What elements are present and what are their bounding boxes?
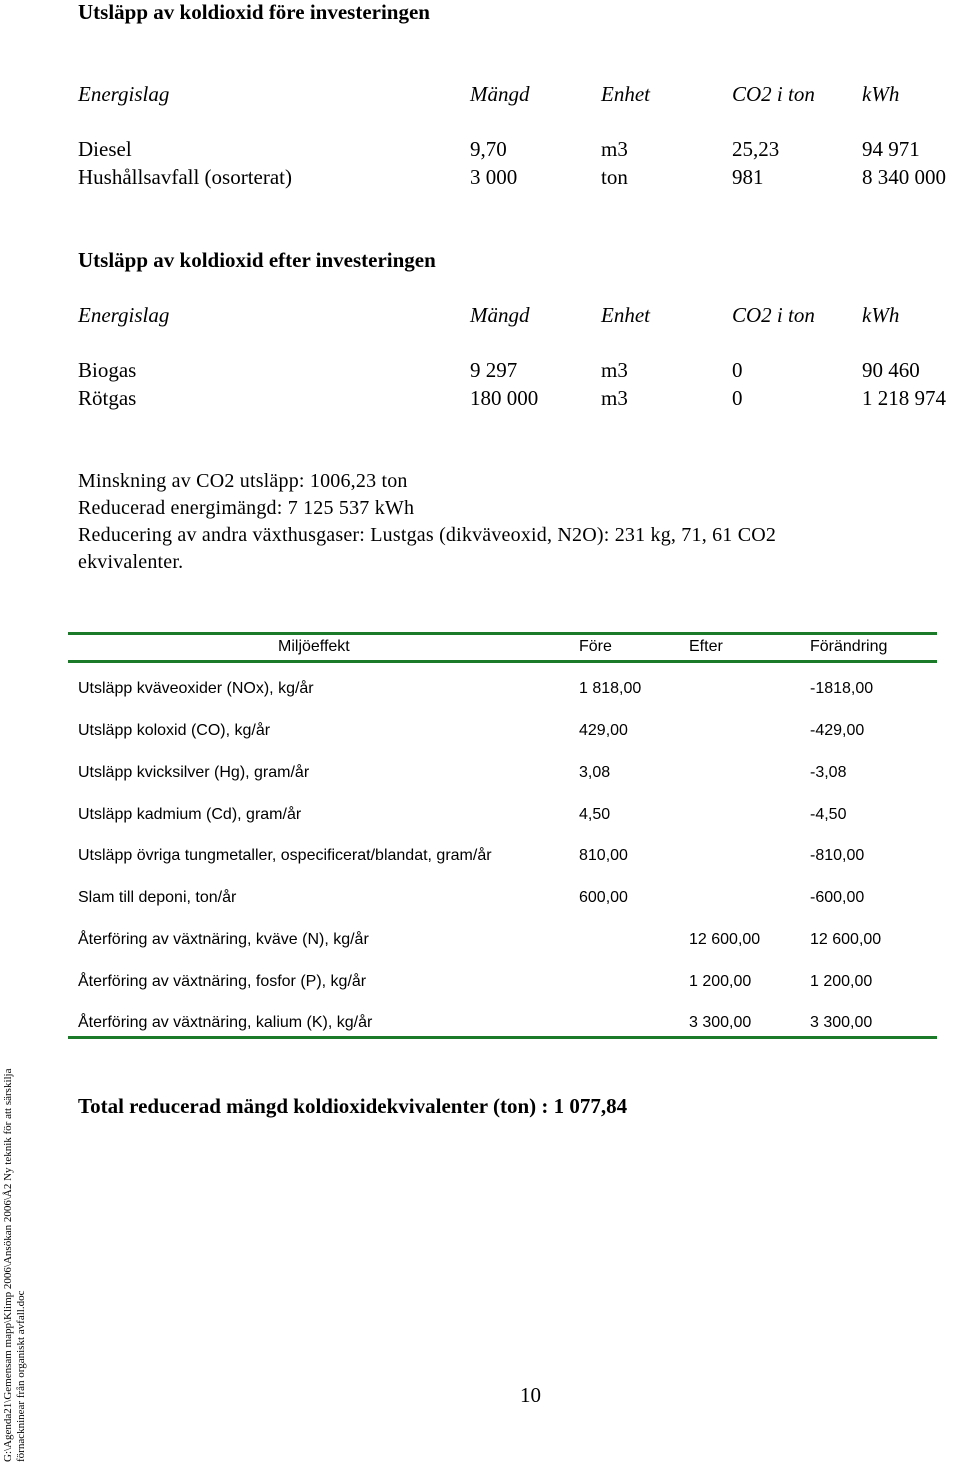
table-row	[68, 889, 937, 911]
table-row	[68, 680, 937, 702]
cell-kwh: 90 460	[862, 358, 920, 382]
cell-mangd: 9 297	[470, 358, 518, 382]
table-row	[0, 358, 960, 386]
env-table-header	[68, 638, 937, 660]
cell-change: -4,50	[810, 806, 847, 823]
cell-before: 4,50	[579, 806, 611, 823]
summary-other-gases: Reducering av andra växthusgaser: Lustgas (dikväveoxid, N2O): 231 kg, 71, 61 CO2	[78, 524, 777, 546]
file-path-line-2: förnackninear från organiskt avfall.doc	[15, 1290, 27, 1462]
header-efter: Efter	[689, 638, 723, 655]
header-kwh: kWh	[862, 82, 900, 106]
cell-effect: Återföring av växtnäring, kväve (N), kg/år	[78, 931, 369, 948]
cell-effect: Slam till deponi, ton/år	[78, 889, 237, 906]
cell-co2: 25,23	[732, 137, 780, 161]
file-path-footer	[2, 1012, 28, 1462]
summary-co2-reduction: Minskning av CO2 utsläpp: 1006,23 ton	[78, 470, 408, 492]
cell-effect: Utsläpp kadmium (Cd), gram/år	[78, 806, 302, 823]
cell-change: -429,00	[810, 722, 865, 739]
section-before-header	[0, 82, 960, 110]
summary-other-gases-cont: ekvivalenter.	[78, 551, 184, 573]
table-row	[68, 973, 937, 995]
table-row	[68, 722, 937, 744]
table-row	[68, 1014, 937, 1036]
file-path-line-1: G:\Agenda21\Gemensam mapp\Klimp 2006\Ansökan 2006\Å2 Ny teknik för att särskilja	[2, 1068, 14, 1462]
cell-before: 3,08	[579, 764, 611, 781]
cell-enhet: m3	[601, 358, 628, 382]
table-top-rule	[68, 632, 937, 635]
header-kwh: kWh	[862, 303, 900, 327]
cell-change: -810,00	[810, 847, 865, 864]
table-row	[68, 847, 937, 869]
cell-effect: Utsläpp övriga tungmetaller, ospecificerat/blandat, gram/år	[78, 847, 492, 864]
cell-after: 1 200,00	[689, 973, 752, 990]
cell-before: 600,00	[579, 889, 628, 906]
cell-change: -1818,00	[810, 680, 874, 697]
table-header-rule	[68, 660, 937, 663]
cell-kwh: 94 971	[862, 137, 920, 161]
section-after-header	[0, 303, 960, 331]
header-mangd: Mängd	[470, 82, 530, 106]
header-miljoeffekt: Miljöeffekt	[278, 638, 350, 655]
cell-effect: Återföring av växtnäring, kalium (K), kg/år	[78, 1014, 373, 1031]
cell-effect: Utsläpp kvicksilver (Hg), gram/år	[78, 764, 310, 781]
cell-co2: 0	[732, 386, 743, 410]
cell-before: 1 818,00	[579, 680, 642, 697]
table-row	[0, 137, 960, 165]
cell-energislag: Diesel	[78, 137, 132, 161]
header-forandring: Förändring	[810, 638, 888, 655]
cell-co2: 981	[732, 165, 764, 189]
cell-change: 12 600,00	[810, 931, 882, 948]
page-number: 10	[520, 1383, 541, 1407]
section-before-title: Utsläpp av koldioxid före investeringen	[78, 0, 430, 24]
cell-mangd: 180 000	[470, 386, 539, 410]
cell-change: 3 300,00	[810, 1014, 873, 1031]
cell-kwh: 8 340 000	[862, 165, 946, 189]
table-row	[0, 165, 960, 193]
cell-enhet: m3	[601, 137, 628, 161]
cell-mangd: 3 000	[470, 165, 518, 189]
total-reduction: Total reducerad mängd koldioxidekvivalenter (ton) : 1 077,84	[78, 1094, 628, 1118]
cell-change: 1 200,00	[810, 973, 873, 990]
cell-change: -600,00	[810, 889, 865, 906]
cell-before: 810,00	[579, 847, 628, 864]
section-after-title: Utsläpp av koldioxid efter investeringen	[78, 248, 436, 272]
table-row	[0, 386, 960, 414]
cell-mangd: 9,70	[470, 137, 507, 161]
header-co2: CO2 i ton	[732, 303, 815, 327]
cell-effect: Återföring av växtnäring, fosfor (P), kg/år	[78, 973, 367, 990]
cell-effect: Utsläpp kväveoxider (NOx), kg/år	[78, 680, 314, 697]
header-enhet: Enhet	[601, 82, 650, 106]
table-row	[68, 806, 937, 828]
cell-energislag: Rötgas	[78, 386, 137, 410]
cell-effect: Utsläpp koloxid (CO), kg/år	[78, 722, 271, 739]
table-row	[68, 931, 937, 953]
header-mangd: Mängd	[470, 303, 530, 327]
summary-block	[78, 470, 776, 578]
cell-after: 12 600,00	[689, 931, 761, 948]
header-co2: CO2 i ton	[732, 82, 815, 106]
cell-energislag: Hushållsavfall (osorterat)	[78, 165, 293, 189]
cell-change: -3,08	[810, 764, 847, 781]
header-energislag: Energislag	[78, 303, 170, 327]
header-energislag: Energislag	[78, 82, 170, 106]
header-enhet: Enhet	[601, 303, 650, 327]
cell-after: 3 300,00	[689, 1014, 752, 1031]
table-row	[68, 764, 937, 786]
cell-before: 429,00	[579, 722, 628, 739]
cell-enhet: m3	[601, 386, 628, 410]
cell-kwh: 1 218 974	[862, 386, 946, 410]
cell-energislag: Biogas	[78, 358, 137, 382]
cell-co2: 0	[732, 358, 743, 382]
table-bottom-rule	[68, 1036, 937, 1039]
summary-energy-reduction: Reducerad energimängd: 7 125 537 kWh	[78, 497, 415, 519]
header-fore: Före	[579, 638, 612, 655]
cell-enhet: ton	[601, 165, 628, 189]
